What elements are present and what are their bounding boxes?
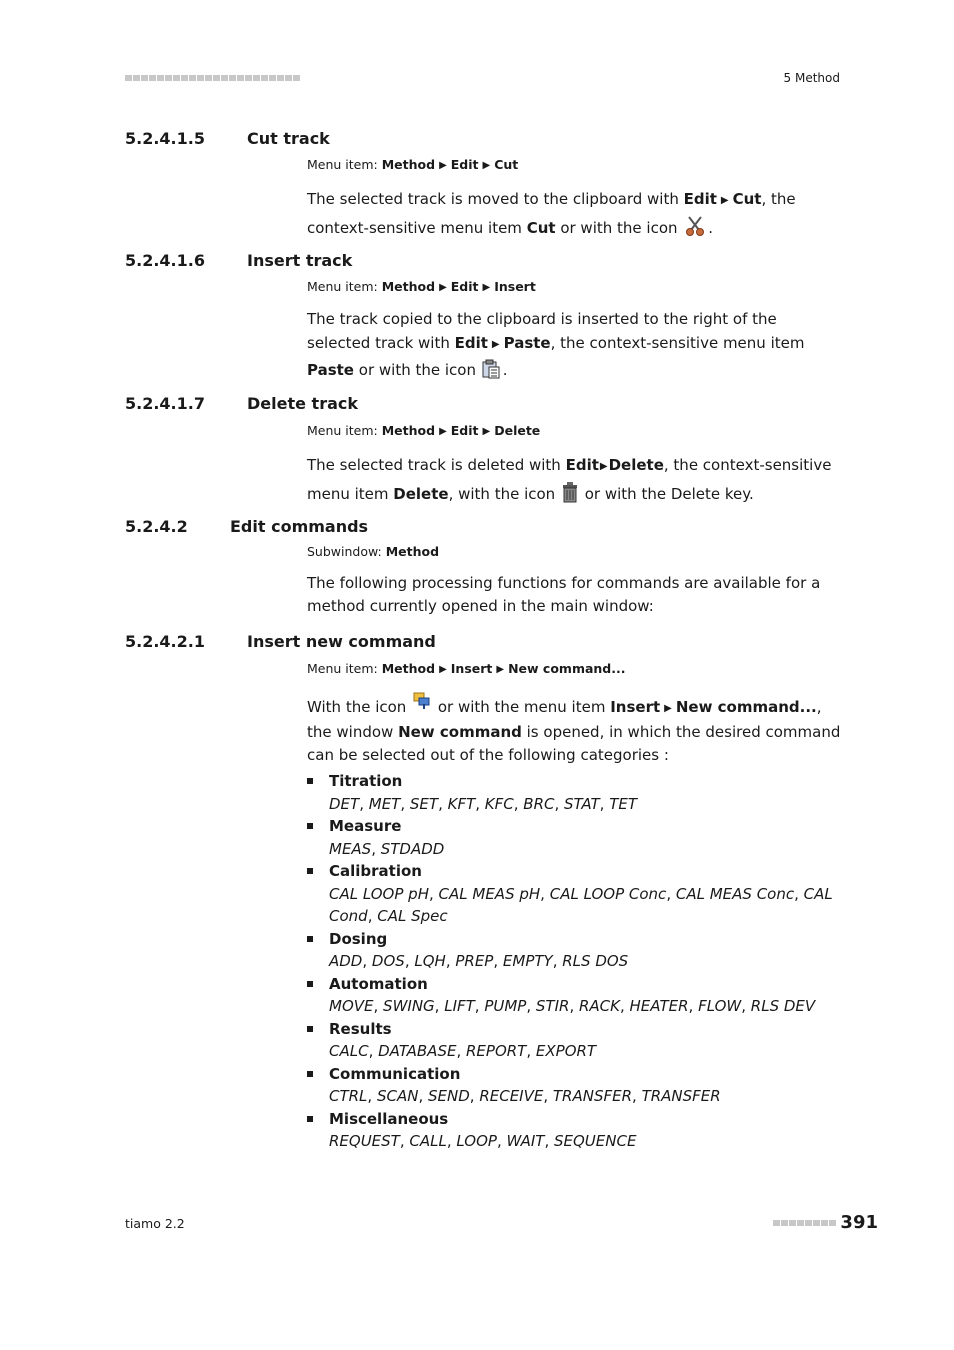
section-title: Edit commands <box>230 517 369 536</box>
menu-item: Insert <box>494 279 536 294</box>
section-title: Delete track <box>247 394 358 413</box>
paragraph <box>307 572 841 618</box>
category-title: Communication <box>329 1064 461 1083</box>
section-title: Insert new command <box>247 632 436 651</box>
menu-prefix: Menu item: <box>307 279 382 294</box>
menu-item: Method <box>385 544 440 559</box>
text: or with the icon <box>555 219 683 237</box>
bold-text: New command... <box>675 698 817 716</box>
command-name: PUMP <box>484 997 527 1015</box>
text: or with the icon <box>354 361 481 379</box>
command-name: CAL Cond <box>329 884 833 925</box>
menu-item: Edit <box>450 157 479 172</box>
command-name: EXPORT <box>535 1042 597 1060</box>
command-name: RLS DEV <box>750 997 816 1015</box>
section-number: 5.2.4.2 <box>125 517 188 536</box>
section-heading-insert-track <box>125 251 353 270</box>
command-name: LIFT <box>444 997 475 1015</box>
command-name: CTRL <box>329 1087 368 1105</box>
text: The following processing functions for commands are available for a method currently opened in the main window: <box>307 574 821 615</box>
command-name: CAL Spec <box>377 907 448 925</box>
section-number: 5.2.4.2.1 <box>125 632 205 651</box>
command-name: LOOP <box>456 1132 497 1150</box>
category-title: Miscellaneous <box>329 1109 449 1128</box>
command-name: STDADD <box>380 839 445 858</box>
list-item <box>307 815 841 860</box>
category-commands: REQUEST, CALL, LOOP, WAIT, SEQUENCE <box>329 1132 637 1150</box>
bold-text: Cut <box>732 190 762 208</box>
section-number: 5.2.4.1.7 <box>125 394 205 413</box>
text: , the window <box>307 698 822 741</box>
text: , with the icon <box>448 485 560 503</box>
command-name: SEQUENCE <box>554 1132 637 1150</box>
menu-arrow-icon: ▶ <box>664 703 672 714</box>
command-name: RECEIVE <box>479 1087 544 1105</box>
menu-arrow-icon: ▶ <box>482 282 491 293</box>
command-name: CAL MEAS Conc <box>675 884 795 903</box>
command-name: SEND <box>428 1087 470 1105</box>
bullet-icon <box>307 778 313 784</box>
command-name: TET <box>609 794 638 813</box>
menu-arrow-icon: ▶ <box>599 461 608 472</box>
section-number: 5.2.4.1.6 <box>125 251 205 270</box>
trash-icon <box>562 481 578 512</box>
menu-prefix: Menu item: <box>307 423 382 438</box>
category-commands: CAL LOOP pH, CAL MEAS pH, CAL LOOP Conc, CAL MEAS Conc, CAL Cond, CAL Spec <box>329 884 833 925</box>
menu-arrow-icon: ▶ <box>439 282 447 293</box>
bold-text: Paste <box>307 361 354 379</box>
paragraph <box>307 307 841 386</box>
command-name: RLS DOS <box>562 952 629 970</box>
category-commands: MOVE, SWING, LIFT, PUMP, STIR, RACK, HEATER, FLOW, RLS DEV <box>329 997 816 1015</box>
command-name: TRANSFER <box>552 1087 633 1105</box>
section-heading-insert-new-command <box>125 632 436 651</box>
text: . <box>708 219 714 237</box>
menu-path <box>307 157 518 172</box>
category-title: Measure <box>329 817 402 835</box>
list-item <box>307 973 841 1018</box>
menu-path <box>307 423 540 438</box>
bullet-icon <box>307 1026 313 1032</box>
command-name: MOVE <box>329 997 374 1015</box>
category-title: Automation <box>329 974 428 993</box>
bold-text: Paste <box>503 334 551 352</box>
command-name: DATABASE <box>378 1042 457 1060</box>
product-name: tiamo 2.2 <box>125 1216 185 1231</box>
command-name: STAT <box>564 794 600 813</box>
text: . <box>502 361 508 379</box>
bullet-icon <box>307 981 313 987</box>
section-title: Insert track <box>247 251 353 270</box>
command-name: RACK <box>578 997 620 1015</box>
text: , the context-sensitive menu item <box>550 334 805 352</box>
list-item <box>307 1018 841 1063</box>
list-item <box>307 1108 841 1153</box>
section-heading-delete-track <box>125 394 358 413</box>
section-heading-cut-track <box>125 129 330 148</box>
menu-prefix: Subwindow: <box>307 544 386 559</box>
command-name: MET <box>368 794 401 813</box>
bullet-icon <box>307 1116 313 1122</box>
list-item <box>307 1063 841 1108</box>
command-name: SWING <box>383 997 435 1015</box>
command-name: STIR <box>535 997 570 1015</box>
bold-text: Edit <box>565 456 599 474</box>
text: or with the menu item <box>433 698 611 716</box>
bold-text: Delete <box>393 485 449 503</box>
bullet-icon <box>307 936 313 942</box>
text: The selected track is deleted with <box>307 456 566 474</box>
bold-text: Cut <box>526 219 556 237</box>
menu-item: Delete <box>494 423 541 438</box>
menu-prefix: Menu item: <box>307 661 382 676</box>
command-name: MEAS <box>329 839 372 858</box>
menu-arrow-icon: ▶ <box>439 426 447 437</box>
category-title: Results <box>329 1019 392 1038</box>
category-commands: ADD, DOS, LQH, PREP, EMPTY, RLS DOS <box>329 952 629 970</box>
command-name: KFC <box>484 794 514 813</box>
section-heading-edit-commands <box>125 517 369 536</box>
section-title: Cut track <box>247 129 330 148</box>
menu-item: Cut <box>494 157 519 172</box>
paste-icon <box>481 359 501 386</box>
menu-arrow-icon: ▶ <box>482 160 491 171</box>
category-title: Dosing <box>329 929 388 948</box>
menu-path <box>307 661 626 676</box>
menu-item: New command... <box>508 661 626 676</box>
category-commands: DET, MET, SET, KFT, KFC, BRC, STAT, TET <box>329 794 638 813</box>
command-name: CALL <box>409 1132 447 1150</box>
command-name: CAL LOOP pH <box>329 884 429 903</box>
command-name: CAL MEAS pH <box>438 884 541 903</box>
command-name: TRANSFER <box>641 1087 721 1105</box>
command-name: DET <box>329 794 360 813</box>
menu-arrow-icon: ▶ <box>482 426 491 437</box>
command-name: ADD <box>329 952 363 970</box>
category-commands: MEAS, STDADD <box>329 839 445 858</box>
footer-decoration <box>773 1220 836 1226</box>
command-name: WAIT <box>506 1132 545 1150</box>
menu-arrow-icon: ▶ <box>439 160 447 171</box>
text: The track copied to the clipboard is inserted to the right of the selected track with <box>307 310 777 352</box>
bold-text: Edit <box>683 190 717 208</box>
command-name: BRC <box>523 794 555 813</box>
command-name: REQUEST <box>329 1132 400 1150</box>
text: , the context-sensitive menu item <box>307 190 796 237</box>
category-commands: CALC, DATABASE, REPORT, EXPORT <box>329 1042 597 1060</box>
scissors-icon <box>684 215 706 246</box>
bold-text: Insert <box>610 698 661 716</box>
menu-arrow-icon: ▶ <box>439 664 447 675</box>
chapter-title: 5 Method <box>783 71 840 85</box>
bold-text: Delete <box>608 456 664 474</box>
command-name: CALC <box>329 1042 369 1060</box>
menu-arrow-icon: ▶ <box>496 664 505 675</box>
section-number: 5.2.4.1.5 <box>125 129 205 148</box>
command-name: FLOW <box>698 997 742 1015</box>
menu-item: Method <box>381 279 436 294</box>
category-commands: CTRL, SCAN, SEND, RECEIVE, TRANSFER, TRANSFER <box>329 1087 721 1105</box>
menu-item: Edit <box>450 279 479 294</box>
bold-text: Edit <box>454 334 488 352</box>
command-name: LQH <box>414 952 446 970</box>
menu-path <box>307 279 536 294</box>
list-item <box>307 860 841 928</box>
command-name: PREP <box>455 952 494 970</box>
bullet-icon <box>307 1071 313 1077</box>
header-decoration <box>125 75 300 81</box>
page-number: 391 <box>840 1212 878 1233</box>
command-name: CAL LOOP Conc <box>549 884 667 903</box>
bullet-icon <box>307 868 313 874</box>
paragraph <box>307 186 841 246</box>
menu-item: Edit <box>450 423 479 438</box>
menu-item: Method <box>381 661 436 676</box>
text: , the context-sensitive menu item <box>307 456 832 503</box>
command-name: EMPTY <box>502 952 553 970</box>
menu-item: Insert <box>450 661 493 676</box>
menu-prefix: Menu item: <box>307 157 382 172</box>
subwindow-line <box>307 544 439 559</box>
text: The selected track is moved to the clipboard with <box>307 190 684 208</box>
command-name: SET <box>409 794 439 813</box>
text: With the icon <box>307 698 412 716</box>
menu-item: Method <box>381 157 436 172</box>
command-name: HEATER <box>629 997 689 1015</box>
paragraph <box>307 692 841 767</box>
category-list <box>307 770 841 1153</box>
menu-item: Method <box>381 423 436 438</box>
list-item <box>307 928 841 973</box>
menu-arrow-icon: ▶ <box>720 195 729 206</box>
text: is opened, in which the desired command can be selected out of the following categories : <box>307 723 841 764</box>
command-name: SCAN <box>376 1087 419 1105</box>
command-name: KFT <box>447 794 476 813</box>
bullet-icon <box>307 823 313 829</box>
bold-text: New command <box>398 723 522 741</box>
text: or with the Delete key. <box>579 485 754 503</box>
new-command-icon <box>413 692 431 717</box>
paragraph <box>307 452 841 512</box>
command-name: REPORT <box>466 1042 527 1060</box>
category-title: Calibration <box>329 862 422 880</box>
menu-arrow-icon: ▶ <box>491 339 500 350</box>
list-item <box>307 770 841 815</box>
command-name: DOS <box>371 952 405 970</box>
category-title: Titration <box>329 772 403 790</box>
